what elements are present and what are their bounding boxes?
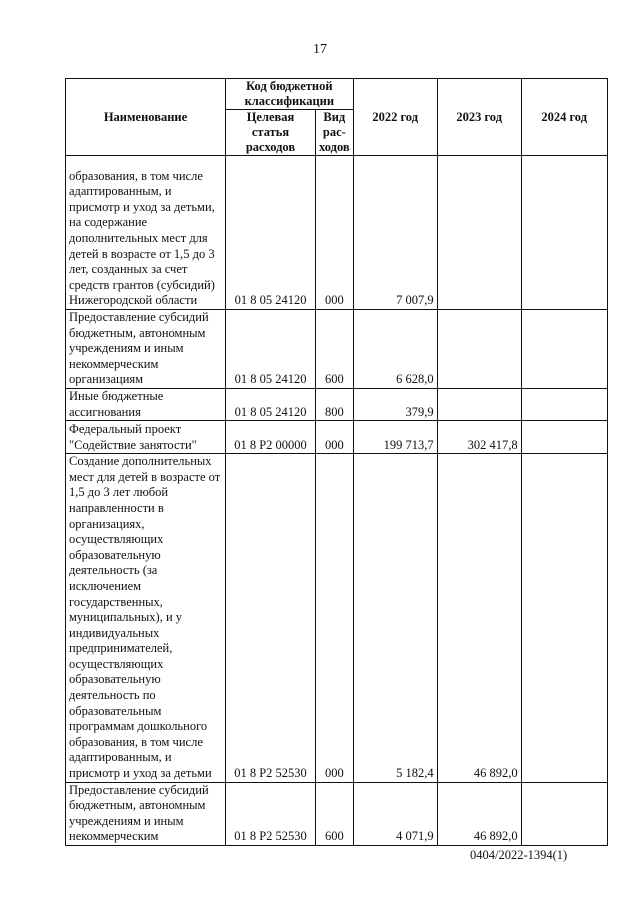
year-2022-cell: 7 007,9: [353, 156, 437, 310]
year-2022-cell: 4 071,9: [353, 782, 437, 845]
row-name-cell: Иные бюджетные ассигнования: [66, 388, 226, 420]
row-name-cell: Федеральный проект "Содействие занятости": [66, 421, 226, 454]
target-article-cell: 01 8 05 24120: [226, 156, 316, 310]
year-2024-cell: [521, 421, 607, 454]
year-2023-cell: 302 417,8: [437, 421, 521, 454]
row-name-cell: образования, в том числе адаптированным, и присмотр и уход за детьми, на содержание дополнительных мест для детей в возрасте от 1,5 до 3 лет, созданных за счет средств грантов (субсидий) Нижегородской области: [66, 156, 226, 310]
target-article-cell: 01 8 P2 52530: [226, 454, 316, 782]
expense-type-cell: 600: [316, 310, 354, 389]
header-year-2022: 2022 год: [353, 79, 437, 156]
year-2022-cell: 6 628,0: [353, 310, 437, 389]
document-code: 0404/2022-1394(1): [470, 848, 568, 862]
expense-type-cell: 800: [316, 388, 354, 420]
header-name: Наименование: [66, 79, 226, 156]
year-2023-cell: [437, 310, 521, 389]
expense-type-cell: 000: [316, 156, 354, 310]
table-row: [66, 310, 608, 389]
header-year-2024: 2024 год: [521, 79, 607, 156]
header-year-2023: 2023 год: [437, 79, 521, 156]
table-row: [66, 388, 608, 420]
budget-table: [65, 78, 608, 846]
expense-type-cell: 600: [316, 782, 354, 845]
year-2022-cell: 5 182,4: [353, 454, 437, 782]
row-name-cell: Предоставление субсидий бюджетным, автономным учреждениям и иным некоммерческим: [66, 782, 226, 845]
row-name-cell: Предоставление субсидий бюджетным, автономным учреждениям и иным некоммерческим организациям: [66, 310, 226, 389]
year-2023-cell: 46 892,0: [437, 782, 521, 845]
year-2024-cell: [521, 310, 607, 389]
target-article-cell: 01 8 P2 52530: [226, 782, 316, 845]
year-2024-cell: [521, 782, 607, 845]
table-row: [66, 454, 608, 782]
row-name-cell: Создание дополнительных мест для детей в возрасте от 1,5 до 3 лет любой направленности в организациях, осуществляющих образовательную деятельность (за исключением государственных, муниципальных), и у индивидуальных предпринимателей, осуществляющих образовательную деятельность по образовательным программам дошкольного образования, в том числе адаптированным, и присмотр и уход за детьми: [66, 454, 226, 782]
page-number: 17: [313, 42, 327, 57]
header-kbk: Код бюджетной классификации: [226, 79, 354, 110]
target-article-cell: 01 8 05 24120: [226, 388, 316, 420]
table-row: [66, 156, 608, 310]
header-target-article: Целевая статья расходов: [226, 110, 316, 156]
expense-type-cell: 000: [316, 454, 354, 782]
year-2023-cell: [437, 156, 521, 310]
table-row: [66, 421, 608, 454]
year-2024-cell: [521, 454, 607, 782]
table-row: [66, 782, 608, 845]
year-2023-cell: 46 892,0: [437, 454, 521, 782]
target-article-cell: 01 8 P2 00000: [226, 421, 316, 454]
year-2023-cell: [437, 388, 521, 420]
target-article-cell: 01 8 05 24120: [226, 310, 316, 389]
year-2024-cell: [521, 156, 607, 310]
header-expense-type: Вид рас-ходов: [316, 110, 354, 156]
expense-type-cell: 000: [316, 421, 354, 454]
year-2022-cell: 379,9: [353, 388, 437, 420]
year-2024-cell: [521, 388, 607, 420]
year-2022-cell: 199 713,7: [353, 421, 437, 454]
